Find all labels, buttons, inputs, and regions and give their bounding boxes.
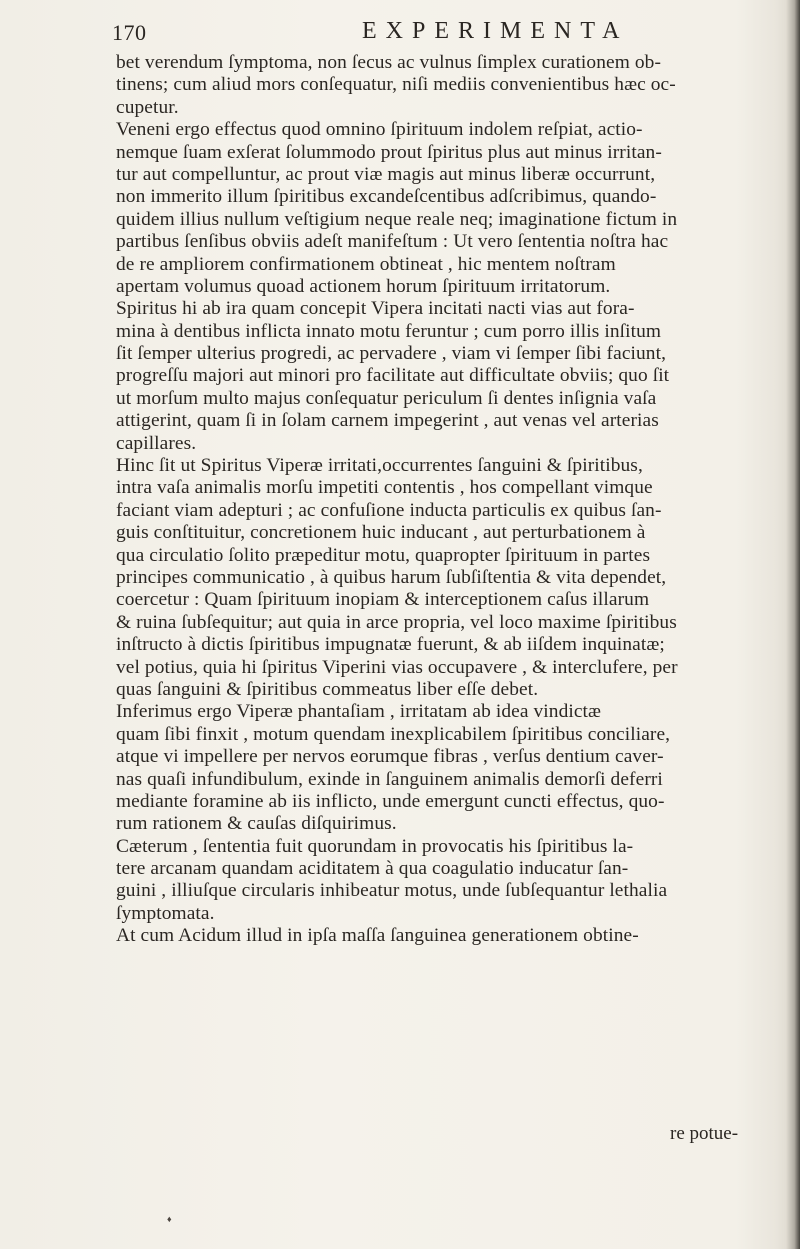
page-header	[112, 20, 772, 52]
text-line: ſit ſemper ulterius progredi, ac pervadere , viam vi ſemper ſibi faciunt,	[116, 343, 667, 365]
text-line: guini , illiuſque circularis inhibeatur motus, unde ſubſequantur lethalia	[116, 880, 668, 902]
text-line: partibus ſenſibus obviis adeſt manifeſtum : Ut vero ſententia noſtra hac	[116, 231, 669, 253]
text-line: Veneni ergo effectus quod omnino ſpirituum indolem reſpiat, actio-	[116, 119, 643, 141]
text-line: vel potius, quia hi ſpiritus Viperini vias occupavere , & interclufere, per	[116, 656, 678, 678]
text-line: principes communicatio , à quibus harum ſubſiſtentia & vita dependet,	[116, 566, 667, 588]
text-line: bet verendum ſymptoma, non ſecus ac vulnus ſimplex curationem ob-	[116, 52, 661, 73]
text-line: rum rationem & cauſas diſquirimus.	[116, 813, 397, 835]
text-line: faciant viam adepturi ; ac confuſione inducta particulis ex quibus ſan-	[116, 499, 662, 521]
catchword: re potue-	[670, 1123, 739, 1144]
text-line: intra vaſa animalis morſu impetiti contentis , hos compellant vimque	[116, 477, 653, 499]
text-line: Cæterum , ſententia fuit quorundam in provocatis his ſpiritibus la-	[116, 835, 634, 857]
text-line: coercetur : Quam ſpirituum inopiam & interceptionem caſus illarum	[116, 589, 650, 611]
text-line: progreſſu majori aut minori pro facilitate aut difficultate obviis; quo ſit	[116, 365, 670, 387]
text-line: capillares.	[116, 432, 197, 454]
text-line: Inferimus ergo Viperæ phantaſiam , irritatam ab idea vindictæ	[116, 701, 602, 723]
text-line: nemque ſuam exſerat ſolummodo prout ſpiritus plus aut minus irritan-	[116, 141, 662, 163]
page-number: 170	[112, 20, 147, 45]
text-line: qua circulatio ſolito præpeditur motu, quapropter ſpirituum in partes	[116, 544, 651, 566]
text-line: ſymptomata.	[116, 902, 215, 924]
text-line: de re ampliorem confirmationem obtineat , hic mentem noſtram	[116, 253, 616, 275]
text-line: nas quaſi infundibulum, exinde in ſanguinem animalis demorſi deferri	[116, 768, 663, 790]
text-line: quas ſanguini & ſpiritibus commeatus liber eſſe debet.	[116, 678, 539, 700]
text-line: tur aut compelluntur, ac prout viæ magis aut minus liberæ occurrunt,	[116, 163, 656, 185]
text-line: At cum Acidum illud in ipſa maſſa ſanguinea generationem obtine-	[116, 925, 639, 947]
text-line: apertam volumus quoad actionem horum ſpirituum irritatorum.	[116, 275, 611, 297]
text-line: atque vi impellere per nervos eorumque fibras , verſus dentium caver-	[116, 746, 664, 768]
text-line: Hinc ſit ut Spiritus Viperæ irritati,occurrentes ſanguini & ſpiritibus,	[116, 455, 643, 477]
printer-mark: ♦	[167, 1214, 172, 1224]
text-line: mediante foramine ab iis inflicto, unde emergunt cuncti effectus, quo-	[116, 790, 665, 812]
body-text	[116, 52, 788, 948]
text-line: cupetur.	[116, 96, 179, 118]
text-line: tere arcanam quandam aciditatem à qua coagulatio inducatur ſan-	[116, 858, 629, 880]
text-line: guis conſtituitur, concretionem huic inducant , aut perturbationem à	[116, 522, 646, 544]
text-line: attigerint, quam ſi in ſolam carnem impegerint , aut venas vel arterias	[116, 410, 659, 432]
text-line: Spiritus hi ab ira quam concepit Vipera incitati nacti vias aut fora-	[116, 298, 635, 320]
text-line: mina à dentibus inflicta innato motu feruntur ; cum porro illis inſitum	[116, 320, 662, 342]
text-line: quam ſibi finxit , motum quendam inexplicabilem ſpiritibus conciliare,	[116, 723, 671, 745]
text-line: non immerito illum ſpiritibus excandeſcentibus adſcribimus, quando-	[116, 186, 657, 208]
text-line: tinens; cum aliud mors conſequatur, niſi mediis convenientibus hæc oc-	[116, 74, 676, 96]
page-edge-shadow	[786, 0, 800, 1249]
text-line: inſtructo à dictis ſpiritibus impugnatæ fuerunt, & ab iiſdem inquinatæ;	[116, 634, 665, 656]
text-line: quidem illius nullum veſtigium neque reale neq; imaginatione fictum in	[116, 208, 678, 230]
text-line: ut morſum multo majus conſequatur periculum ſi dentes inſignia vaſa	[116, 387, 657, 409]
running-head: EXPERIMENTA	[362, 18, 629, 44]
text-line: & ruina ſubſequitur; aut quia in arce propria, vel loco maxime ſpiritibus	[116, 611, 677, 633]
